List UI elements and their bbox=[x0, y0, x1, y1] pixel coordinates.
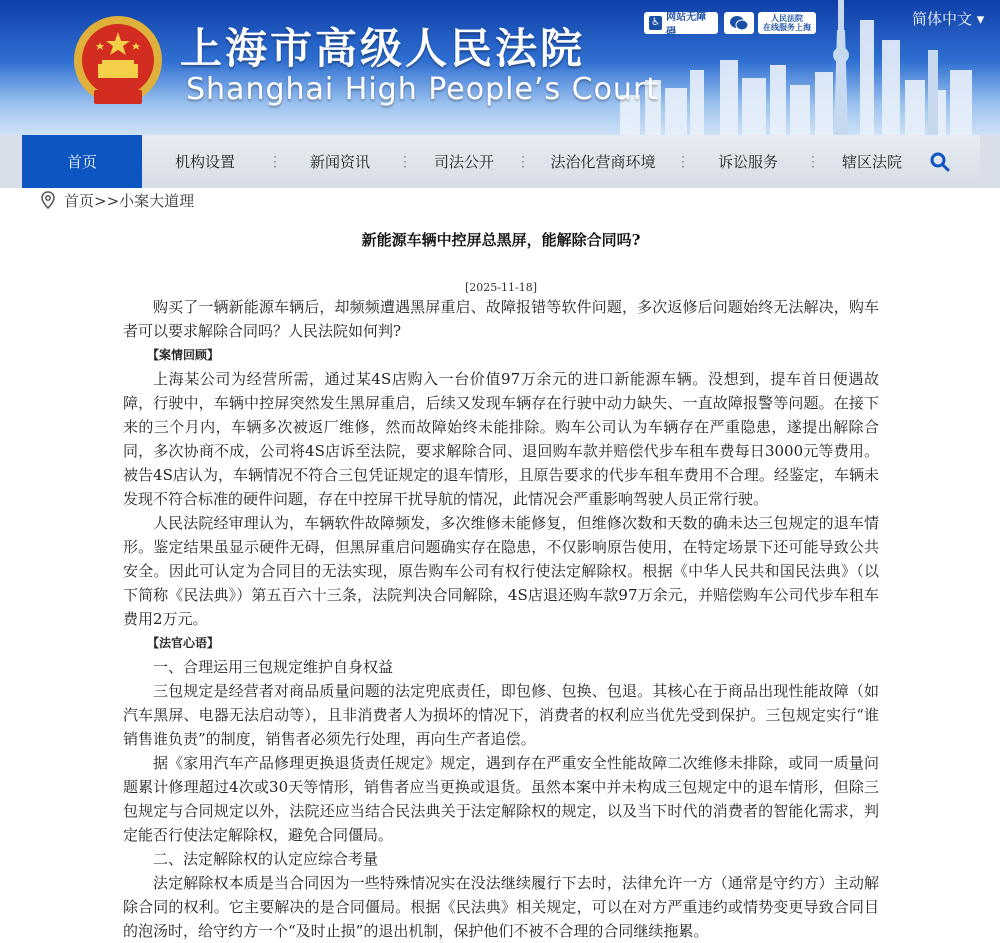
article-paragraph: 人民法院经审理认为，车辆软件故障频发，多次维修未能修复，但维修次数和天数的确未达三包规定的退车情形。鉴定结果虽显示硬件无碍，但黑屏重启问题确实存在隐患，不仅影响原告使用，在特定场景下还可能导致公共安全。因此可认定为合同目的无法实现，原告购车公司有权行使法定解除权。根据《中华人民共和国民法典》（以下简称《民法典》）第五百六十三条，法院判决合同解除，4S店退还购车款97万余元，并赔偿购车公司代步车租车费用2万元。 bbox=[123, 514, 879, 628]
site-header bbox=[0, 0, 1000, 135]
online-service-button[interactable] bbox=[758, 12, 816, 34]
article-title: 新能源车辆中控屏总黑屏，能解除合同吗? bbox=[361, 231, 641, 249]
wechat-button[interactable] bbox=[724, 12, 754, 34]
article-paragraph: 三包规定是经营者对商品质量问题的法定兜底责任，即包修、包换、包退。其核心在于商品出现性能故障（如汽车黑屏、电器无法启动等），且非消费者人为损坏的情况下，消费者的权利应当优先受到保护。三包规定实行“谁销售谁负责”的制度，销售者必须先行处理，再向生产者追偿。 bbox=[123, 682, 879, 748]
nav-separator: ⋮ bbox=[516, 153, 530, 170]
site-title-cn: 上海市高级人民法院 bbox=[180, 24, 586, 73]
nav-item-judicial-openness[interactable]: 司法公开 bbox=[433, 153, 494, 171]
online-service-label-line1: 人民法院 bbox=[771, 14, 803, 23]
article-paragraph: 法定解除权本质是当合同因为一些特殊情况实在没法继续履行下去时，法律允许一方（通常是守约方）主动解除合同的权利。它主要解决的是合同僵局。根据《民法典》相关规定，可以在对方严重违约或情势变更导致合同目的泡汤时，给守约方一个“及时止损”的退出机制，保护他们不被不合理的合同继续拖累。 bbox=[123, 874, 879, 940]
nav-item-home[interactable]: 首页 bbox=[22, 135, 142, 188]
article-container bbox=[22, 212, 980, 940]
nav-separator: ⋮ bbox=[398, 153, 412, 170]
nav-separator: ⋮ bbox=[268, 153, 282, 170]
subsection-heading: 一、合理运用三包规定维护自身权益 bbox=[153, 658, 394, 676]
breadcrumb bbox=[40, 188, 194, 212]
article-paragraph: 上海某公司为经营所需，通过某4S店购入一台价值97万余元的进口新能源车辆。没想到，提车首日便遇故障，行驶中，车辆中控屏突然发生黑屏重启，后续又发现车辆存在行驶中动力缺失、一直故障报警等问题。在接下来的三个月内，车辆多次被返厂维修，然而故障始终未能排除。购车公司认为车辆存在严重隐患，遂提出解除合同，多次协商不成，公司将4S店诉至法院，要求解除合同、退回购车款并赔偿代步车租车费每日3000元等费用。被告4S店认为，车辆情况不符合三包凭证规定的退车情形，且原告要求的代步车租车费用不合理。经鉴定，车辆未发现不符合标准的硬件问题，存在中控屏干扰导航的情况，此情况会严重影响驾驶人员正常行驶。 bbox=[123, 370, 879, 508]
search-icon[interactable] bbox=[930, 152, 950, 172]
wechat-icon bbox=[729, 15, 749, 31]
language-select[interactable]: 简体中文 ▾ bbox=[912, 10, 985, 28]
article-paragraph: 据《家用汽车产品修理更换退货责任规定》规定，遇到存在严重安全性能故障二次维修未排除，或同一质量问题累计修理超过4次或30天等情形，销售者应当更换或退货。虽然本案中并未构成三包规定中的退车情形，但除三包规定与合同规定以外，法院还应当结合民法典关于法定解除权的规定，以及当下时代的消费者的智能化需求，判定能否行使法定解除权，避免合同僵局。 bbox=[123, 754, 879, 844]
nav-item-business-environment[interactable]: 法治化营商环境 bbox=[550, 153, 656, 171]
nav-item-district-courts[interactable]: 辖区法院 bbox=[841, 153, 902, 171]
nav-separator: ⋮ bbox=[676, 153, 690, 170]
accessibility-button[interactable] bbox=[644, 12, 718, 38]
section-heading: 【案情回顾】 bbox=[147, 348, 220, 362]
location-pin-icon bbox=[40, 191, 56, 209]
national-emblem-logo bbox=[72, 12, 164, 112]
nav-item-news[interactable]: 新闻资讯 bbox=[309, 153, 370, 171]
accessibility-label: 网站无障碍 bbox=[666, 12, 707, 38]
online-service-label-line2: 在线服务上海 bbox=[763, 23, 811, 32]
site-title-en: Shanghai High People’s Court bbox=[186, 72, 660, 107]
nav-item-litigation-service[interactable]: 诉讼服务 bbox=[717, 153, 778, 171]
wheelchair-icon: ♿ bbox=[649, 16, 662, 30]
subsection-heading: 二、法定解除权的认定应综合考量 bbox=[153, 850, 379, 868]
nav-item-organization[interactable]: 机构设置 bbox=[174, 153, 235, 171]
section-heading: 【法官心语】 bbox=[147, 636, 220, 650]
breadcrumb-text[interactable]: 首页>>小案大道理 bbox=[64, 191, 195, 210]
article-date: [2025-11-18] bbox=[464, 281, 537, 294]
nav-separator: ⋮ bbox=[806, 153, 820, 170]
main-navigation bbox=[0, 135, 1000, 188]
article-paragraph: 购买了一辆新能源车辆后，却频频遭遇黑屏重启、故障报错等软件问题，多次返修后问题始终无法解决，购车者可以要求解除合同吗？人民法院如何判? bbox=[123, 298, 879, 340]
article-body bbox=[123, 295, 879, 943]
